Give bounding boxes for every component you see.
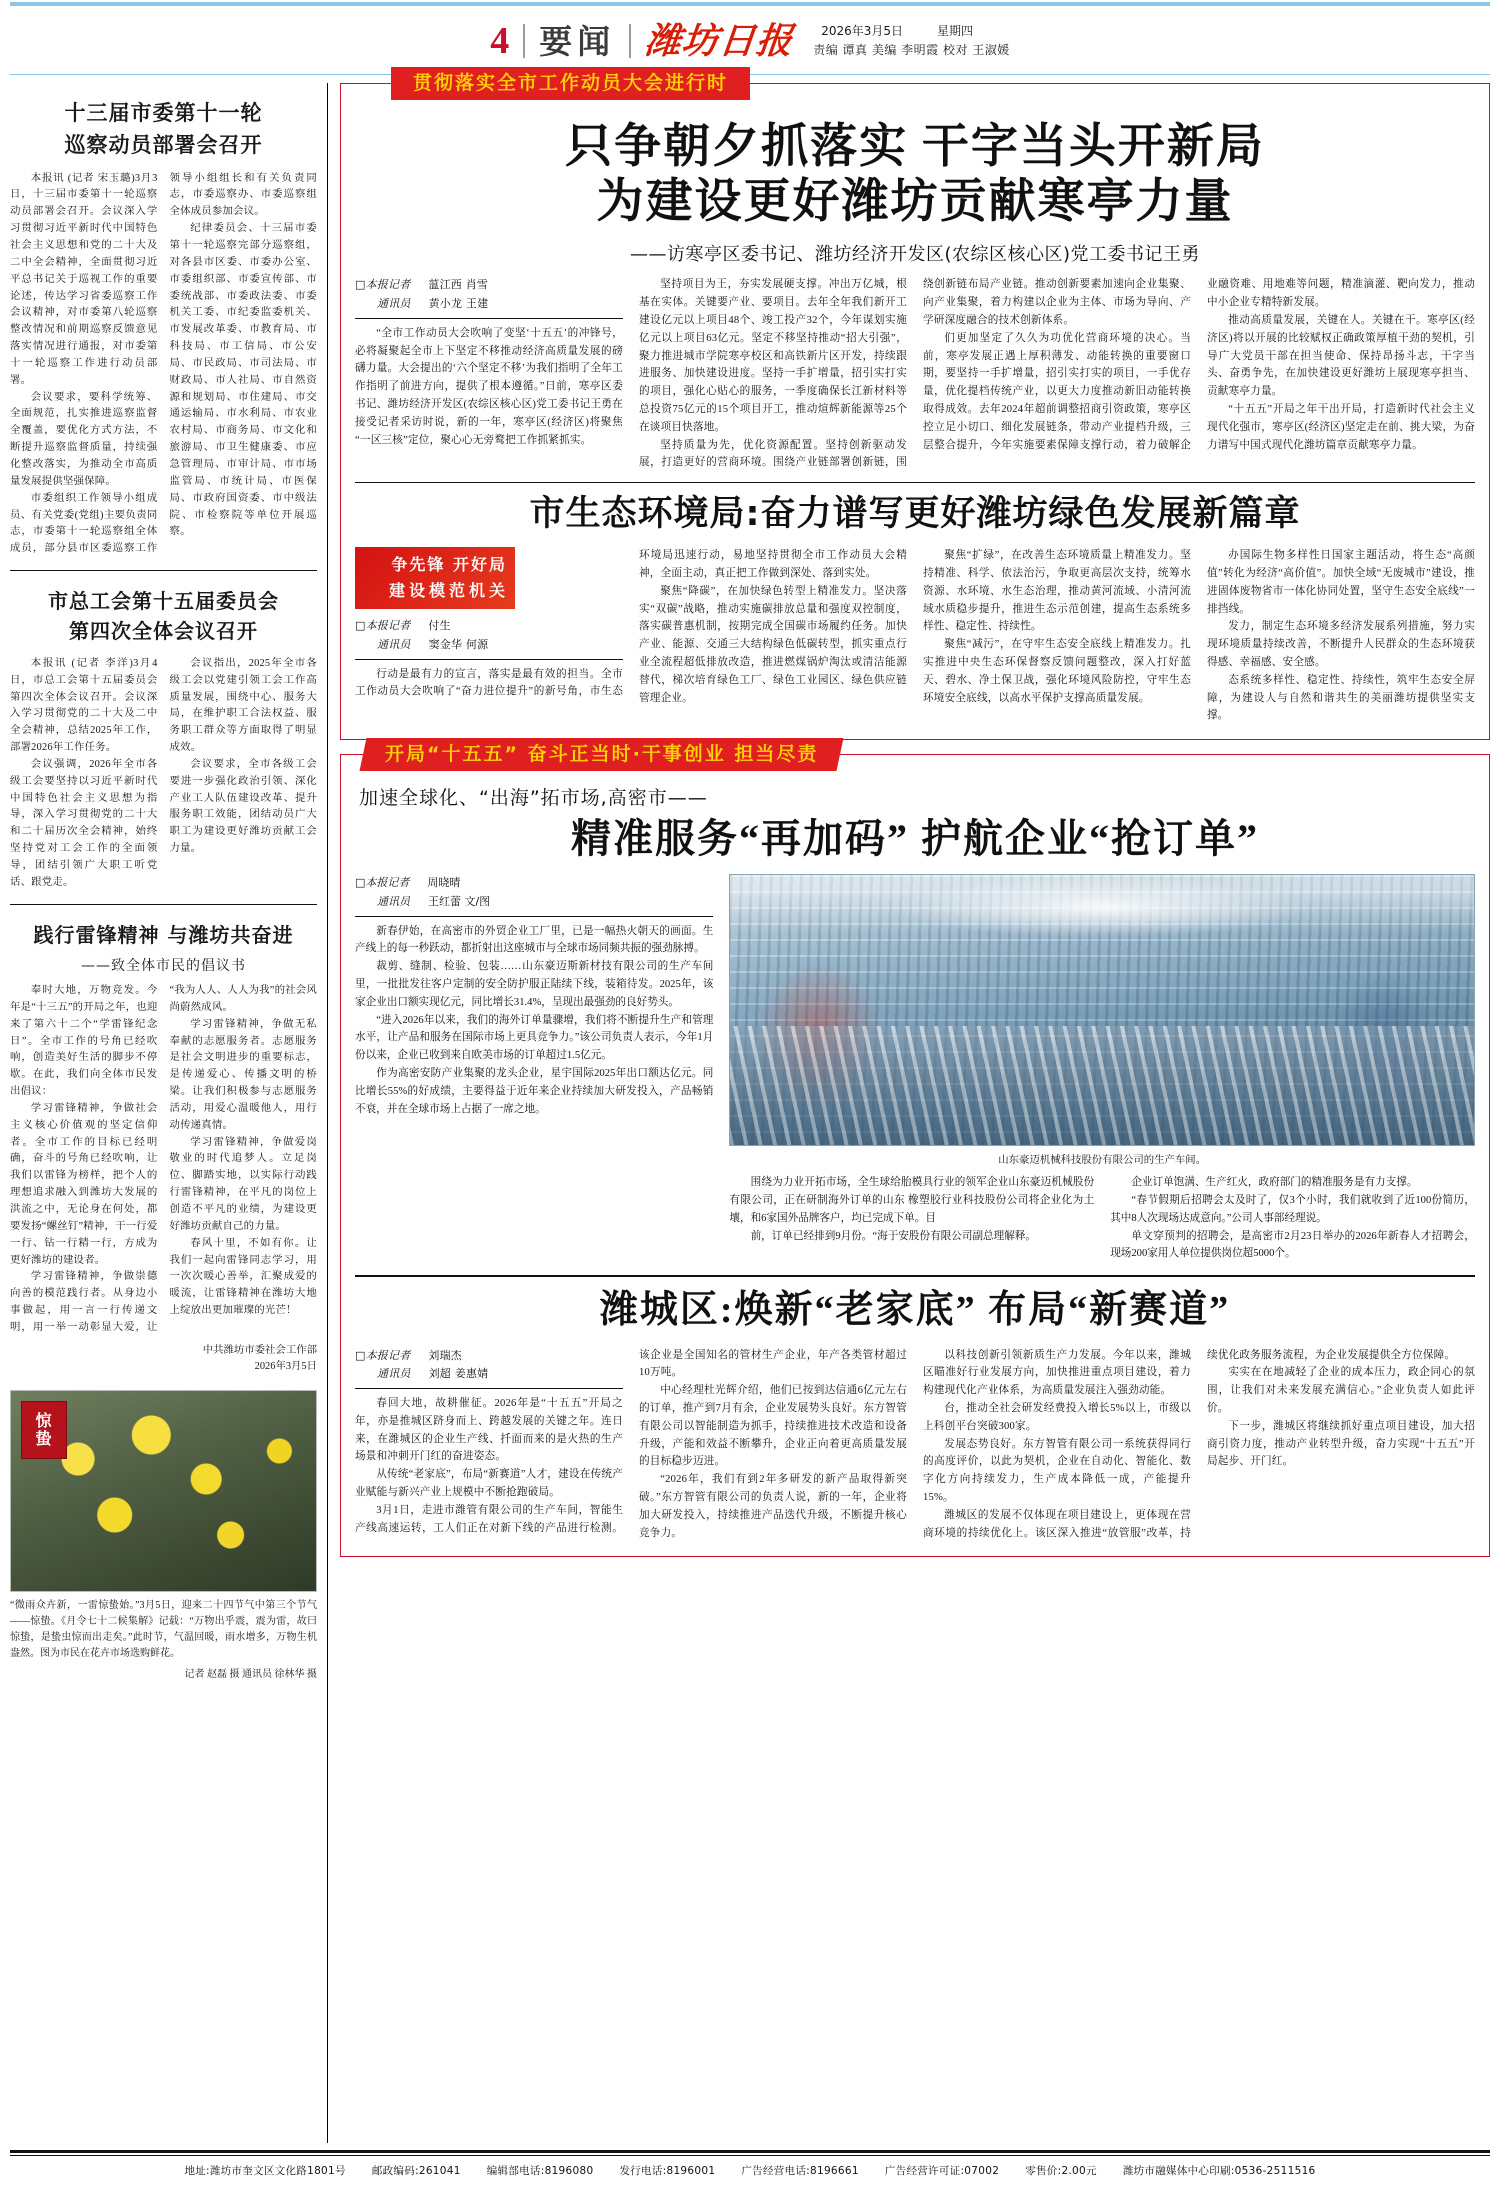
paragraph: 发力，制定生态环境多经济发展系列措施，努力实现环境质量持续改善，不断提升人民群众的生态环境获得感、幸福感、安全感。	[1207, 621, 1475, 668]
byline-reporter-name: 刘瑞杰	[428, 1348, 463, 1362]
section-name: 要闻	[539, 21, 616, 61]
article-inspection	[10, 99, 317, 558]
article-leifeng	[10, 921, 317, 1376]
seasonal-photo	[10, 1390, 317, 1592]
paragraph: 裁剪、缝制、检验、包装……山东豪迈斯新材技有限公司的生产车间里，一批批发往客户定制的安全防护服正陆续下线，装箱待发。2025年，该家企业出口额实现亿元，同比增长31.4%，呈现出最强劲的良好势头。	[355, 961, 714, 1008]
byline-correspondent-label: 通讯员	[377, 1367, 411, 1381]
signature-org: 中共潍坊市委社会工作部	[202, 1344, 317, 1356]
stamp-char-1: 惊	[35, 1410, 53, 1430]
paragraph: 会议强调，2026年全市各级工会要坚持以习近平新时代中国特色社会主义思想为指导，深入学习贯彻党的二十大和二十届历次全会精神，始终坚持党对工会工作的全面领导，团结引领广大职工听党话、跟党走。	[10, 758, 158, 888]
paragraph: 学习雷锋精神，争做爱岗敬业的时代追梦人。立足岗位、脚踏实地，以实际行动践行雷锋精神，在平凡的岗位上创造不平凡的业绩，为建设更好潍坊贡献自己的力量。	[169, 1136, 317, 1232]
byline	[355, 617, 623, 659]
paragraph: 台，推动全社会研发经费投入增长5%以上，市级以上科创平台突破300家。	[923, 1403, 1191, 1432]
footer-address: 地址:潍坊市奎文区文化路1801号	[184, 2165, 346, 2177]
footer-postcode: 邮政编码:261041	[371, 2165, 461, 2177]
paragraph: 纪律委员会、十三届市委第十一轮巡察完部分巡察组，对各县市区委、市委办公室、市委组织部、市委宣传部、市委统战部、市委政法委、市委机关工委、市纪委监委机关、市发展改革委、市教育局、市科技局、市工信局、市公安局、市民政局、市司法局、市财政局、市人社局、市自然资源和规划局、市住建局、市交通运输局、市水利局、市农业农村局、市商务局、市文化和旅游局、市卫生健康委、市应急管理局、市审计局、市市场监管局、市统计局、市医保局、市政府国资委、市中级法院、市检察院等单位开展巡察。	[169, 223, 317, 538]
section-divider	[10, 904, 317, 905]
gaomi-layout	[355, 874, 1475, 1263]
byline-correspondent-name: 刘超 姜惠婧	[428, 1367, 489, 1381]
paragraph: 会议要求，要科学统筹、全面规范，扎实推进巡察监督全覆盖，要优化方式方法，不断提升巡察监督质量，持续强化整改落实，为推动全市高质量发展提供坚强保障。	[10, 391, 158, 487]
flag-line1: 争先锋 开好局	[391, 555, 507, 575]
publish-date: 2026年3月5日	[821, 24, 904, 38]
stamp-char-2: 蛰	[35, 1429, 53, 1449]
article-union	[10, 587, 317, 892]
paragraph: “全市工作动员大会吹响了变坚‘十五五’的冲锋号，必将凝聚起全市上下坚定不移推动经济高质量发展的磅礴力量。大会提出的‘六个坚定不移’为我们指明了全年工作指明了前进方向，提供了根本遵循。”日前，寒亭区委书记、潍坊经济开发区(农综区核心区)党工委书记王勇在接受记者采访时说，新的一年，寒亭区(经济区)将聚焦“一区三核”定位，聚心心无旁鹜把工作抓紧抓实。	[355, 327, 623, 446]
main-headline-line1: 只争朝夕抓落实 干字当头开新局	[565, 121, 1265, 173]
paragraph: 中心经理杜光辉介绍，他们已按到达信通6亿元左右的订单，推产到7月有余，企业发展势头良好。东方智管有限公司以智能制造为抓手，持续推进技术改造和设备升级，产能和效益不断攀升，企业正向着更高质量发展的目标稳步迈进。	[639, 1385, 907, 1468]
paragraph: 坚持项目为王，夯实发展硬支撑。冲出万亿城，根基在实体。关键要产业、要项目。去年全年我们新开工建设亿元以上项目48个、竣工投产32个，今年谋划实施亿元以上项目63亿元。坚定不移坚持推动“招大引强”，聚力推进城市学院寒亭校区和高铁新片区开发，持续跟进服务、加快建设进度。坚持一手扩增量，招引实打实的项目，强化心贴心的服务，一季度确保长江新材料等总投资75亿元的15个项目开工，推动煊辉新能源等25个在谈项目快落地。	[639, 279, 907, 433]
gaomi-col-b	[1110, 1174, 1475, 1263]
paragraph: 学习雷锋精神，争做崇德向善的模范践行者。从身边小事做起，用一言一行传递文明，用一举一动彰显大爱，让“我为人人、人人为我”的社会风尚蔚然成风。	[10, 985, 317, 1333]
weicheng-headline: 潍城区:焕新“老家底” 布局“新赛道”	[599, 1289, 1231, 1332]
paragraph: 聚焦“扩绿”，在改善生态环境质量上精准发力。坚持精准、科学、依法治污，争取更高层次支持，统筹水资源、水环境、水生态治理，推动黄河流域、小清河流域水质稳步提升，推进生态示范创建，提高生态系统多样性、稳定性、持续性。	[923, 550, 1191, 633]
gaomi-body-bottom	[729, 1174, 1475, 1263]
byline-reporter-label: □本报记者	[355, 1348, 411, 1362]
paragraph: 单文穿预判的招聘会，是高密市2月23日举办的2026年新春人才招聘会，现场200家用人单位提供岗位超5000个。	[1110, 1230, 1476, 1260]
byline-correspondent-name: 窦金华 何源	[428, 637, 489, 651]
page-footer	[10, 2150, 1490, 2182]
signature-block	[10, 1343, 317, 1376]
paragraph: 实实在在地减轻了企业的成本压力，政企同心的氛围，让我们对未来发展充满信心。”企业负责人如此评价。	[1207, 1367, 1475, 1415]
gaomi-col-a	[729, 1174, 1094, 1263]
paragraph: 们更加坚定了久久为功优化营商环境的决心。当前，寒亭发展正遇上厚积薄发、动能转换的重要窗口期，要坚持一手扩增量，招引实打实的项目，一手优存量，优化提档传统产业，以更大力度推动新旧动能转换取得成效。去年2024年超前调整招商引资政策，寒亭区控立足小切口、细化发展链条，带动产业提档升级，三层整合提升，今年实施要素保障支撑行动，着力破解企业融资难、用地难等问题，精准滴灌、靶向发力，推动中小企业专精特新发展。	[923, 279, 1475, 451]
package-banner-bottom-text: 开局“十五五” 奋斗正当时·干事创业 担当尽责	[385, 743, 819, 766]
signature-date: 2026年3月5日	[254, 1361, 317, 1373]
paragraph: 企业订单饱满、生产红火，政府部门的精准服务是有力支撑。	[1131, 1177, 1418, 1189]
factory-photo-caption: 山东豪迈机械科技股份有限公司的生产车间。	[998, 1155, 1207, 1167]
paragraph: 学习雷锋精神，争做社会主义核心价值观的坚定信仰者。全市工作的目标已经明确，奋斗的号角已经吹响，让我们以雷锋为榜样，把个人的理想追求融入到潍坊大发展的洪流之中，无论身在何处，都要发扬“螺丝钉”精神，干一行爱一行、钻一行精一行，方成为更好潍坊的建设者。	[10, 1102, 158, 1266]
paragraph: 会议要求，全市各级工会要进一步强化政治引领、深化产业工人队伍建设改革、提升服务职工效能，团结动员广大职工为建设更好潍坊贡献工会力量。	[169, 758, 317, 855]
article-title-line2: 第四次全体会议召开	[69, 619, 258, 644]
article-weicheng	[355, 1287, 1475, 1542]
paragraph: 奉时大地，万物竞发。今年是“十三五”的开局之年，也迎来了第六十二个“学雷锋纪念日”。全市工作的号角已经吹响，创造美好生活的脚步不停歇。在此，我们向全体市民发出倡议：	[10, 985, 158, 1098]
byline	[355, 1347, 623, 1389]
footer-distribution-phone: 发行电话:8196001	[619, 2165, 716, 2177]
byline-reporter-name: 付生	[428, 619, 451, 633]
byline-rule	[355, 916, 713, 917]
article-body	[10, 656, 317, 892]
byline-rule	[355, 318, 623, 319]
paragraph: “进入2026年以来，我们的海外订单量骤增，我们将不断提升生产和管理水平，让产品和服务在国际市场上更具竞争力。”该公司负责人表示，今年1月份以来，企业已收到来自欧美市场的订单超过1.5亿元。	[355, 1014, 714, 1062]
paragraph: “十五五”开局之年干出开局，打造新时代社会主义现代化强市，寒亭区(经济区)坚定走在前、挑大梁，为奋力谱写中国式现代化潍坊篇章贡献寒亭力量。	[1207, 404, 1475, 451]
package-top-body	[355, 276, 1475, 472]
kicker: 加速全球化、“出海”拓市场,高密市——	[359, 787, 708, 810]
paragraph: 本报讯 (记者 李洋)3月4日，市总工会第十五届委员会第四次全体会议召开。会议深入学习贯彻党的二十大及二中全会精神，总结2025年工作，部署2026年工作任务。	[10, 657, 158, 754]
footer-price: 零售价:2.00元	[1025, 2165, 1097, 2177]
factory-photo	[729, 874, 1475, 1146]
byline	[355, 276, 623, 318]
footer-editorial-phone: 编辑部电话:8196080	[486, 2165, 594, 2177]
paragraph: 作为高密安防产业集聚的龙头企业，星宇国际2025年出口额达亿元。同比增长55%的好成绩，主要得益于近年来企业持续加大研发投入，产品畅销不衰，并在全球市场上占据了一席之地。	[355, 1067, 714, 1115]
paragraph: 从传统“老家底”，布局“新赛道”人才，建设在传统产业赋能与新兴产业上规模中不断抢跑破局。	[355, 1469, 623, 1499]
right-column	[328, 72, 1490, 2143]
masthead-divider-2	[629, 24, 631, 58]
left-column	[10, 83, 328, 2143]
paragraph: 前，订单已经排到9月份。“海于安股份有限公司副总理解释。	[750, 1230, 1037, 1242]
footer-printer: 潍坊市融媒体中心印刷:0536-2511516	[1122, 2165, 1316, 2177]
package-top	[340, 72, 1490, 740]
package-bottom	[340, 743, 1490, 1557]
gaomi-headline: 精准服务“再加码” 护航企业“抢订单”	[571, 816, 1259, 862]
masthead	[10, 6, 1490, 72]
byline-correspondent-label: 通讯员	[377, 297, 411, 311]
photo-caption: “微雨众卉新，一雷惊蛰始。”3月5日，迎来二十四节气中第三个节气——惊蛰。《月令七十二候集解》记载：“万物出乎震，震为雷，故曰惊蛰，是蛰虫惊而出走矣。”此时节，气温回暖，雨水增多，万物生机盎然。图为市民在花卉市场选购鲜花。	[10, 1600, 317, 1660]
paragraph: 学习雷锋精神，争做无私奉献的志愿服务者。志愿服务是社会文明进步的重要标志，是传递爱心、传播文明的桥梁。让我们积极参与志愿服务活动，用爱心温暖他人，用行动传递真情。	[169, 1018, 317, 1131]
byline-correspondent-name: 王红蕾 文/图	[428, 894, 491, 908]
package-banner: 贯彻落实全市工作动员大会进行时	[391, 67, 750, 100]
solar-term-stamp	[21, 1401, 67, 1459]
paragraph: “春节假期后招聘会太及时了，仅3个小时，我们就收到了近100份简历，其中8人次现场达成意向。”公司人事部经理说。	[1110, 1194, 1476, 1224]
paragraph: 会议指出，2025年全市各级工会以党建引领工会工作高质量发展，围绕中心、服务大局，在维护职工合法权益、服务职工群众等方面取得了明显成效。	[169, 657, 317, 754]
footer-ad-license: 广告经营许可证:07002	[884, 2165, 1000, 2177]
byline-reporter-label: □本报记者	[355, 876, 410, 890]
eco-headline: 市生态环境局:奋力谱写更好潍坊绿色发展新篇章	[529, 494, 1301, 535]
staff-credits: 责编 谭真 美编 李明霞 校对 王淑媛	[813, 43, 1010, 57]
footer-info	[10, 2156, 1490, 2182]
byline-rule	[355, 659, 623, 660]
byline	[355, 874, 713, 916]
byline-reporter-label: □本报记者	[355, 278, 411, 292]
article-subtitle: ——致全体市民的倡议书	[81, 958, 246, 975]
gaomi-body-left	[355, 923, 713, 1119]
byline-correspondent-label: 通讯员	[377, 637, 411, 651]
paper-logo: 潍坊日报	[643, 21, 796, 61]
weicheng-body	[355, 1347, 1475, 1543]
eco-body	[355, 547, 1475, 725]
byline-rule	[355, 1388, 623, 1389]
article-body	[10, 983, 317, 1337]
gaomi-text-left	[355, 874, 713, 1118]
paragraph: 聚焦“降碳”，在加快绿色转型上精准发力。坚决落实“双碳”战略，推动实施碳排放总量和强度双控制度，落实碳普惠机制，按期完成全国碳市场履约任务。加快产业、能源、交通三大结构绿色低碳转型，抓实重点行业全流程超低排放改造，推进燃煤锅炉淘汰或清洁能源替代，梯次培育绿色工厂、绿色工业园区、绿色供应链管理企业。	[639, 585, 907, 704]
inner-divider-2	[355, 1275, 1475, 1277]
main-subhead: ——访寒亭区委书记、潍坊经济开发区(农综区核心区)党工委书记王勇	[629, 244, 1201, 266]
paragraph: 发展态势良好。东方智管有限公司一系统获得同行的高度评价，以此为契机，企业在自动化、智能化、数字化方向持续发力，生产成本降低一成，产能提升15%。	[923, 1438, 1191, 1504]
masthead-meta	[813, 24, 1010, 58]
footer-ad-phone: 广告经营电话:8196661	[741, 2165, 859, 2177]
package-banner-bottom	[360, 738, 844, 771]
main-headline-line2: 为建设更好潍坊贡献寒亭力量	[596, 176, 1234, 229]
paragraph: 3月1日，走进市潍管有限公司的生产车间，智能生产线高速运转，工人们正在对新下线的产品进行检测。该企业是全国知名的管材生产企业，年产各类管材超过10万吨。	[355, 1349, 907, 1534]
paragraph: 坚持质量为先，优化资源配置。坚持创新驱动发展，打造更好的营商环境。围绕产业链部署创新链，围绕创新链布局产业链。推动创新要素加速向企业集聚、向产业集聚，着力构建以企业为主体、市场为导向、产学研深度融合的技术创新体系。	[639, 279, 1191, 469]
paragraph: 下一步，潍城区将继续抓好重点项目建设，加大招商引资力度，推动产业转型升级，奋力实现“十五五”开局起步、开门红。	[1207, 1420, 1475, 1468]
paragraph: 本报讯 (记者 宋玉璐)3月3日，十三届市委第十一轮巡察动员部署会召开。会议深入学习贯彻习近平新时代中国特色社会主义思想和党的二十大及二中全会精神，全面贯彻习近平总书记关于巡视工作的重要论述，传达学习省委巡察工作会议精神，对市委第八轮巡察整改情况和前期巡察反馈意见落实情况进行通报，对市委第十一轮巡察工作进行动员部署。	[10, 172, 158, 386]
paragraph: 态系统多样性、稳定性、持续性，筑牢生态安全屏障，为建设人与自然和谐共生的美丽潍坊提供坚实支撑。	[1207, 674, 1475, 722]
paragraph: 春风十里，不如有你。让我们一起向雷锋同志学习，用一次次暖心善举，汇聚成爱的暖流，让雷锋精神在潍坊大地上绽放出更加璀璨的光芒！	[169, 1237, 317, 1317]
paragraph: 市委组织工作领导小组成员、有关党委(党组)主要负责同志，市委第十一轮巡察组全体成员，部分县市区委巡察工作领导小组组长和有关负责同志，市委巡察办、市委巡察组全体成员参加会议。	[10, 172, 317, 555]
page-body	[10, 72, 1490, 2143]
paragraph: 推动高质量发展，关键在人。关键在干。寒亭区(经济区)将以开展的比较赋权正确政策厚植干劲的契机，引导广大党员干部在担当使命、保持昂扬斗志，干字当头、奋勇争先，在加快建设更好潍坊上展现寒亭担当、贡献寒亭力量。	[1207, 315, 1475, 398]
paragraph: 行动是最有力的宣言，落实是最有效的担当。全市工作动员大会吹响了“奋力进位提升”的新号角，市生态环境局迅速行动，易地坚持贯彻全市工作动员大会精神，全面主动，真正把工作做到深处、落到实处。	[355, 550, 907, 698]
paragraph: 围绕为力业开拓市场，全生球给胎模具行业的领军企业山东豪迈机械股份有限公司，正在研制海外订单的山东 橡塑胶行业科技股份公司将企业化为土壤，和6家国外品牌客户，均已完成下单。目	[729, 1177, 1095, 1224]
byline-reporter-name: 周晓晴	[427, 876, 461, 890]
footer-rule-thick	[10, 2150, 1490, 2153]
article-title-line1: 践行雷锋精神 与潍坊共奋进	[33, 922, 294, 947]
article-eco-bureau	[355, 493, 1475, 725]
photo-credit: 记者 赵磊 摄 通讯员 徐林华 摄	[184, 1669, 317, 1681]
paragraph: 聚焦“减污”，在守牢生态安全底线上精准发力。扎实推进中央生态环保督察反馈问题整改，深入打好蓝天、碧水、净土保卫战，强化环境风险防控，守牢生态环境安全底线，以高水平保护支撑高质量发展。	[923, 639, 1191, 704]
paragraph: 办国际生物多样性日国家主题活动，将生态“高颜值”转化为经济“高价值”。加快全域“无废城市”建设，推进固体废物省市一体化协同处置，坚守生态安全底线”一排挡线。	[1207, 550, 1475, 615]
byline-reporter-label: □本报记者	[355, 619, 411, 633]
paragraph: 新春伊始，在高密市的外贸企业工厂里，已是一幅热火朝天的画面。生产线上的每一秒跃动，都折射出这座城市与全球市场同频共振的强劲脉搏。	[355, 925, 714, 955]
paragraph: “2026年，我们有到2年多研发的新产品取得新突破。”东方智管有限公司的负责人说，新的一年，企业将加大研发投入，持续推进产品迭代升级，不断提升核心竞争力。	[639, 1474, 907, 1539]
paragraph: 春回大地，故耕催征。2026年是“十五五”开局之年，亦是推城区跻身而上、跨越发展的关键之年。连日来，在潍城区的企业生产线、扦面而来的是火热的生产场景和冲刺开门红的奋进姿态。	[355, 1398, 623, 1463]
page-number: 4	[490, 20, 510, 62]
paragraph: 以科技创新引领新质生产力发展。今年以来，潍城区瞄准好行业发展方向，加快推进重点项目建设，着力构建现代化产业体系，为高质量发展注入强劲动能。	[923, 1349, 1191, 1397]
inner-divider	[355, 482, 1475, 483]
article-title-line1: 市总工会第十五届委员会	[48, 589, 279, 614]
paragraph: 潍城区的发展不仅体现在项目建设上，更体现在营商环境的持续优化上。该区深入推进“放管服”改革，持续优化政务服务流程，为企业发展提供全方位保障。	[923, 1349, 1456, 1539]
byline-reporter-name: 蕰江西 肖雪	[428, 278, 489, 292]
byline-correspondent-name: 黄小龙 王建	[428, 297, 489, 311]
section-divider	[10, 570, 317, 571]
article-title-line2: 巡察动员部署会召开	[64, 132, 263, 157]
article-title-line1: 十三届市委第十一轮	[64, 101, 263, 125]
flag-badge	[355, 547, 515, 609]
byline-correspondent-label: 通讯员	[377, 894, 410, 908]
weekday: 星期四	[937, 24, 974, 38]
masthead-divider-1	[523, 24, 525, 58]
gaomi-photo-block	[729, 874, 1475, 1263]
newspaper-page	[0, 2, 1500, 2192]
eco-flag	[355, 547, 623, 609]
article-body	[10, 171, 317, 558]
flag-line2: 建设模范机关	[388, 581, 509, 601]
